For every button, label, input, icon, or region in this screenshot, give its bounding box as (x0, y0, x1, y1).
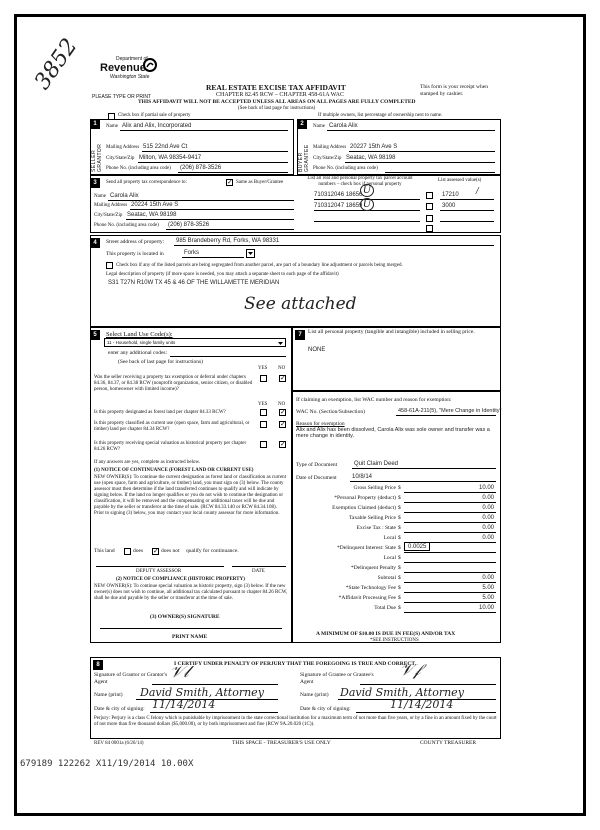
notice2-title: (2) NOTICE OF COMPLIANCE (HISTORIC PROPERTY) (116, 577, 245, 582)
seller-city[interactable]: Milton, WA 98354-9417 (139, 155, 202, 161)
s3-name-label: Name (94, 194, 106, 199)
section-8-number: 8 (93, 660, 103, 670)
see-back-header: (See back of last page for instructions) (238, 106, 316, 111)
form-chapter: CHAPTER 82.45 RCW – CHAPTER 458-61A WAC (216, 92, 344, 98)
grantor-signature[interactable]: 𝒱𝓁 (170, 662, 189, 681)
deputy-date-line (232, 566, 286, 567)
tax-row-value[interactable]: 5.00 (482, 585, 494, 591)
wac-label: WAC No. (Section/Subsection) (296, 409, 365, 415)
buyer-name-label: Name (313, 124, 325, 129)
no-header-2: NO (278, 402, 286, 407)
tax-row (290, 594, 500, 603)
buyer-phone-label: Phone No. (including area code) (313, 166, 378, 171)
street-line (174, 245, 494, 246)
tax-row (290, 544, 500, 553)
q2-text: Is this property designated as forest land per chapter 84.33 RCW? (94, 410, 226, 415)
tax-row-dollar: $ (398, 535, 401, 541)
street-address[interactable]: 985 Brandeberry Rd, Forks, WA 98331 (176, 238, 280, 244)
buyer-addr[interactable]: 20227 15th Ave S (350, 144, 398, 150)
tax-row (290, 534, 500, 543)
treasurer-label: THIS SPACE - TREASURER'S USE ONLY (232, 740, 331, 746)
tax-row-label: *Delinquent Interest: State (337, 545, 396, 551)
grantee-sig-label: Signature of Grantee or Grantee's Agent (300, 672, 374, 685)
buyer-addr-label: Mailing Address (313, 145, 347, 150)
tax-row (290, 604, 500, 613)
grantee-name[interactable]: David Smith, Attorney (340, 686, 464, 699)
section-5-number: 5 (90, 330, 100, 340)
tax-row-label: Subtotal (377, 575, 396, 581)
seller-name-line (120, 130, 288, 131)
tax-table (290, 484, 500, 614)
s3-city-label: City/State/Zip (94, 213, 123, 218)
grantee-name-label: Name (print) (300, 692, 329, 698)
seller-addr-line (142, 151, 288, 152)
seller-name[interactable]: Alix and Alix, Incorporated (122, 123, 192, 129)
yes-header-1: YES (258, 366, 268, 371)
legal-description[interactable]: S31 T27N R10W TX 45 & 46 OF THE WILLAMETTE MERIDIAN (108, 280, 280, 286)
assessed-tick: / (476, 186, 479, 195)
section-4-number: 4 (90, 238, 100, 248)
doc-type-label: Type of Document (296, 462, 338, 468)
deputy-line (96, 566, 224, 567)
tax-row-label: Exemption Claimed (deduct) (332, 505, 396, 511)
q4-yes-checkbox[interactable] (260, 441, 267, 448)
tax-row-label: Gross Selling Price (353, 485, 396, 491)
tax-row-dollar: $ (398, 485, 401, 491)
form-warning: THIS AFFIDAVIT WILL NOT BE ACCEPTED UNLESS ALL AREAS ON ALL PAGES ARE FULLY COMPLETED (138, 99, 416, 105)
tax-row-line (404, 582, 496, 583)
if-yes-note: If any answers are yes, complete as instructed below. (94, 460, 201, 465)
s3-city[interactable]: Seatac, WA 98198 (127, 212, 177, 218)
doc-date-line (350, 481, 496, 482)
tax-row-dollar: $ (398, 515, 401, 521)
parcel-2-value[interactable]: 3000 (442, 203, 456, 209)
s3-addr[interactable]: 20224 15th Ave S (131, 202, 179, 208)
seller-addr-label: Mailing Address (106, 145, 140, 150)
print-name-label: PRINT NAME (172, 634, 208, 640)
send-correspondence-label: Send all property tax correspondence to: (106, 180, 187, 185)
multiple-owners-note: If multiple owners, list percentage of ownership next to name. (318, 113, 443, 118)
tax-row-value[interactable]: 0.00 (482, 525, 494, 531)
no-header-1: NO (278, 366, 286, 371)
tax-row-line (404, 602, 496, 603)
section-7-number: 7 (295, 330, 305, 340)
tax-row-line (404, 562, 496, 563)
additional-codes-label: enter any additional codes: (108, 350, 168, 356)
parcel-2-circle-mark: U (360, 198, 374, 211)
doc-type-value[interactable]: Quit Claim Deed (354, 461, 399, 467)
grantor-sig-line (152, 684, 278, 685)
revenue-swirl-icon (143, 58, 157, 72)
handwritten-number: 3852 (30, 34, 83, 95)
seller-name-label: Name (106, 124, 118, 129)
tax-row-label: *Affidavit Processing Fee (338, 595, 396, 601)
doc-type-line (352, 468, 496, 469)
tax-row-label: Excise Tax : State (356, 525, 396, 531)
q3-text: Is this property classified as current use (open space, farm and agricultural, or timber) land per chapter 84.34 RCW? (94, 421, 250, 432)
tax-row-dollar: $ (398, 575, 401, 581)
grantee-date-line (356, 712, 496, 713)
tax-row-value[interactable]: 10.00 (478, 485, 494, 491)
segregated-label: Check box if any of the listed parcels are being segregated from another parcel, are part of a boundary line adjustment or parcels being merged. (116, 263, 403, 268)
buyer-city-line (345, 162, 495, 163)
tax-row-dollar: $ (398, 605, 401, 611)
q1-yes-checkbox[interactable] (260, 375, 267, 382)
tax-row-label: Local (383, 555, 396, 561)
owner-signature-line (100, 628, 282, 629)
s5-see-back: (See back of last page for instructions) (118, 359, 203, 365)
buyer-city[interactable]: Seatac, WA 98198 (346, 155, 396, 161)
tax-row-label: Total Due (374, 605, 396, 611)
tax-row-dollar: $ (398, 585, 401, 591)
doc-date-value[interactable]: 10/8/14 (352, 474, 373, 480)
land-use-value: 11 - Household, single family units (107, 340, 176, 345)
buyer-phone-line (385, 172, 495, 173)
s3-phone[interactable]: (206) 878-3526 (168, 222, 210, 228)
see-instructions: *SEE INSTRUCTIONS (370, 638, 419, 643)
s3-addr-line (130, 209, 294, 210)
tax-row-line (404, 592, 496, 593)
tax-row (290, 504, 500, 513)
rev-number: REV 84 0001a (6/26/14) (94, 741, 144, 746)
exemption-label: If claiming an exemption, list WAC number and reason for exemption: (296, 397, 452, 403)
county-treasurer-label: COUNTY TREASURER (420, 740, 477, 746)
grantee-date[interactable]: 11/14/2014 (390, 698, 454, 711)
logo-dept: Department of (116, 56, 148, 62)
buyer-name-line (327, 130, 495, 131)
q1-text: Was the seller receiving a property tax exemption or deferral under chapters 84.36, 84.37, or 84.38 RCW (nonprofit organization, senior citizen, or disabled person, homeowner with limited income)? (94, 375, 253, 392)
land-use-label: Select Land Use Code(s): (106, 331, 173, 338)
located-dropdown[interactable] (246, 249, 255, 258)
grantor-date[interactable]: 11/14/2014 (152, 698, 216, 711)
reason-label: Reason for exemption (296, 421, 345, 427)
same-as-buyer-label: Same as Buyer/Grantee (236, 180, 284, 185)
tax-row (290, 494, 500, 503)
section-3-number: 3 (90, 178, 100, 188)
seller-addr[interactable]: 515 22nd Ave Ct (143, 144, 188, 150)
q2-no-checkbox[interactable]: ✓ (280, 408, 286, 416)
q3-no-checkbox[interactable]: ✓ (280, 420, 286, 428)
chevron-down-icon (247, 250, 254, 257)
buyer-city-label: City/State/Zip (313, 156, 342, 161)
tax-row-line (404, 492, 496, 493)
s3-phone-label: Phone No. (including area code) (94, 223, 159, 228)
s3-addr-label: Mailing Address (94, 203, 128, 208)
parcel-1-circle-mark: U (360, 184, 374, 197)
grantee-sig-line (360, 684, 496, 685)
tax-row-dollar: $ (398, 595, 401, 601)
grantor-sig-label: Signature of Grantor or Grantor's Agent (94, 672, 168, 685)
seller-phone-line (178, 172, 288, 173)
tax-row-value[interactable]: 0.00 (482, 535, 494, 541)
parcel-1-value[interactable]: 17210 (442, 192, 459, 198)
tax-row-dollar: $ (398, 505, 401, 511)
tax-row-line (404, 532, 496, 533)
grantor-date-label: Date & city of signing: (94, 706, 145, 712)
reason-value[interactable]: Alix and Alix has been dissolved, Carola Alix was sole owner and transfer was a mere change in identity. (296, 427, 490, 439)
wac-line (396, 415, 496, 416)
perjury-text: Perjury: Perjury is a class C felony which is punishable by imprisonment in the state correctional institution for a maximum term of not more than five years, or by a fine in an amount fixed by the court of not more than five thousand dollars ($5,000.00), or by both imprisonment and fine (RCW 9A.20.020 (1C)). (94, 716, 497, 727)
section-7 (292, 327, 501, 391)
section-2-number: 2 (297, 119, 307, 129)
q2-yes-checkbox[interactable] (260, 409, 267, 416)
buyer-side-label: BUYER GRANTEE (298, 144, 310, 172)
tax-row (290, 484, 500, 493)
partial-sale-label: Check box if partial sale of property (118, 113, 191, 118)
tax-row-label: Taxable Selling Price (349, 515, 396, 521)
s3-name[interactable]: Carola Alix (110, 193, 139, 199)
tax-row (290, 574, 500, 583)
seller-phone[interactable]: (206) 878-3526 (180, 165, 222, 171)
deputy-date-label: DATE (252, 569, 265, 574)
notice1-text: NEW OWNER(S): To continue the current designation as forest land or classification as current use (open space, farm and agriculture, or timber) land, you must sign on (3) below. The county assessor must then determine if the land transferred continues to qualify and will indicate by signing below. If the land no longer qualifies or you do not wish to continue the designation or classification, it will be removed and the compensating or additional taxes will be due and payable by the seller or transferor at the time of sale. (RCW 84.33.140 or RCW 84.34.108). Prior to signing (3) below, you may contact your local county assessor for more information. (94, 475, 287, 516)
does-not-label: does not (161, 548, 180, 554)
minimum-note: A MINIMUM OF $10.00 IS DUE IN FEE(S) AND/OR TAX (316, 631, 456, 637)
notice1-title: (1) NOTICE OF CONTINUANCE (FOREST LAND OR CURRENT USE) (94, 468, 254, 473)
grantee-date-label: Date & city of signing: (300, 706, 351, 712)
section-1-number: 1 (90, 119, 100, 129)
local-rate[interactable]: 0.0025 (404, 542, 430, 551)
grantor-date-line (150, 712, 278, 713)
parcel-3-personal-checkbox[interactable] (426, 215, 433, 222)
land-use-select[interactable] (104, 338, 286, 347)
does-not-checkbox[interactable]: ✓ (153, 547, 159, 555)
seller-city-label: City/State/Zip (106, 156, 135, 161)
tax-row-value[interactable]: 5.00 (482, 595, 494, 601)
grantee-signature[interactable]: 𝒱𝒻 (400, 660, 421, 679)
street-label: Street address of property: (106, 239, 165, 245)
notice2-text: NEW OWNER(S): To continue special valuation as historic property, sign (3) below. If the new owner(s) does not wish to continue, all additional tax calculated pursuant to chapter 84.26 RCW, shall be due and payable by the seller or transferor at the time of sale. (94, 584, 288, 601)
tax-row-label: *State Technology Fee (345, 585, 396, 591)
located-in[interactable]: Forks (184, 250, 199, 256)
chevron-down-icon (277, 340, 284, 347)
located-line (182, 257, 244, 258)
q1-no-checkbox[interactable]: ✓ (280, 374, 286, 382)
parcel-2-personal-checkbox[interactable] (426, 203, 433, 210)
tax-row (290, 564, 500, 573)
parcel-1-value-line (440, 199, 494, 200)
deputy-assessor-label: DEPUTY ASSESSOR (136, 569, 182, 574)
tax-row-label: *Personal Property (deduct) (334, 495, 396, 501)
tax-row-value[interactable]: 0.00 (482, 515, 494, 521)
tax-row-line (404, 612, 496, 613)
parcel-1-personal-checkbox[interactable] (426, 192, 433, 199)
qualify-label: qualify for continuance. (186, 548, 239, 554)
seller-phone-label: Phone No. (including area code) (106, 166, 171, 171)
form-title: REAL ESTATE EXCISE TAX AFFIDAVIT (206, 83, 346, 92)
grantor-name-label: Name (print) (94, 692, 123, 698)
receipt-note: This form is your receipt when stamped by cashier. (420, 84, 488, 97)
tax-row-dollar: $ (398, 565, 401, 571)
this-land-label: This land (94, 548, 115, 554)
seller-city-line (138, 162, 288, 163)
same-as-buyer-checkbox[interactable]: ✓ (227, 178, 233, 186)
tax-row (290, 514, 500, 523)
seller-side-label: SELLER GRANTOR (91, 143, 103, 172)
tax-row-value[interactable]: 10.00 (478, 605, 494, 611)
please-type: PLEASE TYPE OR PRINT (92, 94, 152, 100)
see-attached-handwriting: See attached (244, 294, 357, 314)
s7-value[interactable]: NONE (308, 347, 326, 353)
parcel-3-line (314, 221, 420, 222)
tax-row-line (404, 522, 496, 523)
doc-date-label: Date of Document (296, 475, 337, 481)
tax-row-label: *Delinquent Penalty (350, 565, 396, 571)
located-label: This property is located in (106, 251, 164, 257)
assessed-header: List assessed value(s) (438, 178, 482, 183)
tax-row-line (404, 512, 496, 513)
yes-header-2: YES (258, 402, 268, 407)
tax-row-value[interactable]: 0.00 (482, 495, 494, 501)
parcel-4-personal-checkbox[interactable] (426, 225, 433, 232)
tax-row-value[interactable]: 0.00 (482, 505, 494, 511)
revenue-logo (100, 56, 160, 82)
wac-value[interactable]: 458-61A-211(5), "Mere Change in Identity" (398, 408, 502, 414)
q3-yes-checkbox[interactable] (260, 421, 267, 428)
buyer-addr-line (349, 151, 495, 152)
q4-text: Is this property receiving special valuation as historical property per chapter 84.26 RCW? (94, 441, 247, 452)
additional-codes-line (170, 356, 286, 357)
s7-text: List all personal property (tangible and intangible) included in selling price. (308, 329, 475, 335)
tax-row-line (404, 552, 496, 553)
recording-stamp: 679189 122262 X11/19/2014 10.00X (20, 759, 194, 769)
tax-row-dollar: $ (398, 495, 401, 501)
owner-signature-label: (3) OWNER(S) SIGNATURE (150, 614, 220, 620)
tax-row-label: Local (383, 535, 396, 541)
does-checkbox[interactable] (124, 548, 131, 555)
does-label: does (133, 548, 144, 554)
tax-row-dollar: $ (398, 555, 401, 561)
certify-text: I CERTIFY UNDER PENALTY OF PERJURY THAT THE FOREGOING IS TRUE AND CORRECT. (174, 661, 417, 667)
s3-city-line (126, 219, 294, 220)
buyer-name[interactable]: Carola Alix (329, 123, 358, 129)
parcel-3-value-line (440, 221, 494, 222)
tax-row-value[interactable]: 0.00 (482, 575, 494, 581)
s3-name-line (108, 200, 294, 201)
tax-row (290, 554, 500, 563)
grantor-name[interactable]: David Smith, Attorney (140, 686, 264, 699)
q4-no-checkbox[interactable]: ✓ (280, 440, 286, 448)
segregated-checkbox[interactable] (106, 262, 113, 269)
parcel-header: List all real and personal property tax parcel account numbers – check box if personal property (307, 176, 413, 187)
tax-row-dollar: $ (398, 525, 401, 531)
tax-row-line (404, 572, 496, 573)
tax-row-dollar: $ (398, 545, 401, 551)
tax-row (290, 524, 500, 533)
tax-row-line (404, 502, 496, 503)
parcel-2-value-line (440, 210, 494, 211)
parcel-2-number[interactable]: 710312047 18659 (314, 203, 363, 209)
logo-state: Washington State (110, 74, 150, 80)
parcel-1-number[interactable]: 710312046 18656 (314, 192, 363, 198)
legal-label: Legal description of property (if more space is needed, you may attach a separate sheet to each page of the affidavit) (106, 272, 339, 277)
tax-row (290, 584, 500, 593)
logo-name: Revenue (100, 62, 146, 74)
s3-phone-line (166, 229, 294, 230)
